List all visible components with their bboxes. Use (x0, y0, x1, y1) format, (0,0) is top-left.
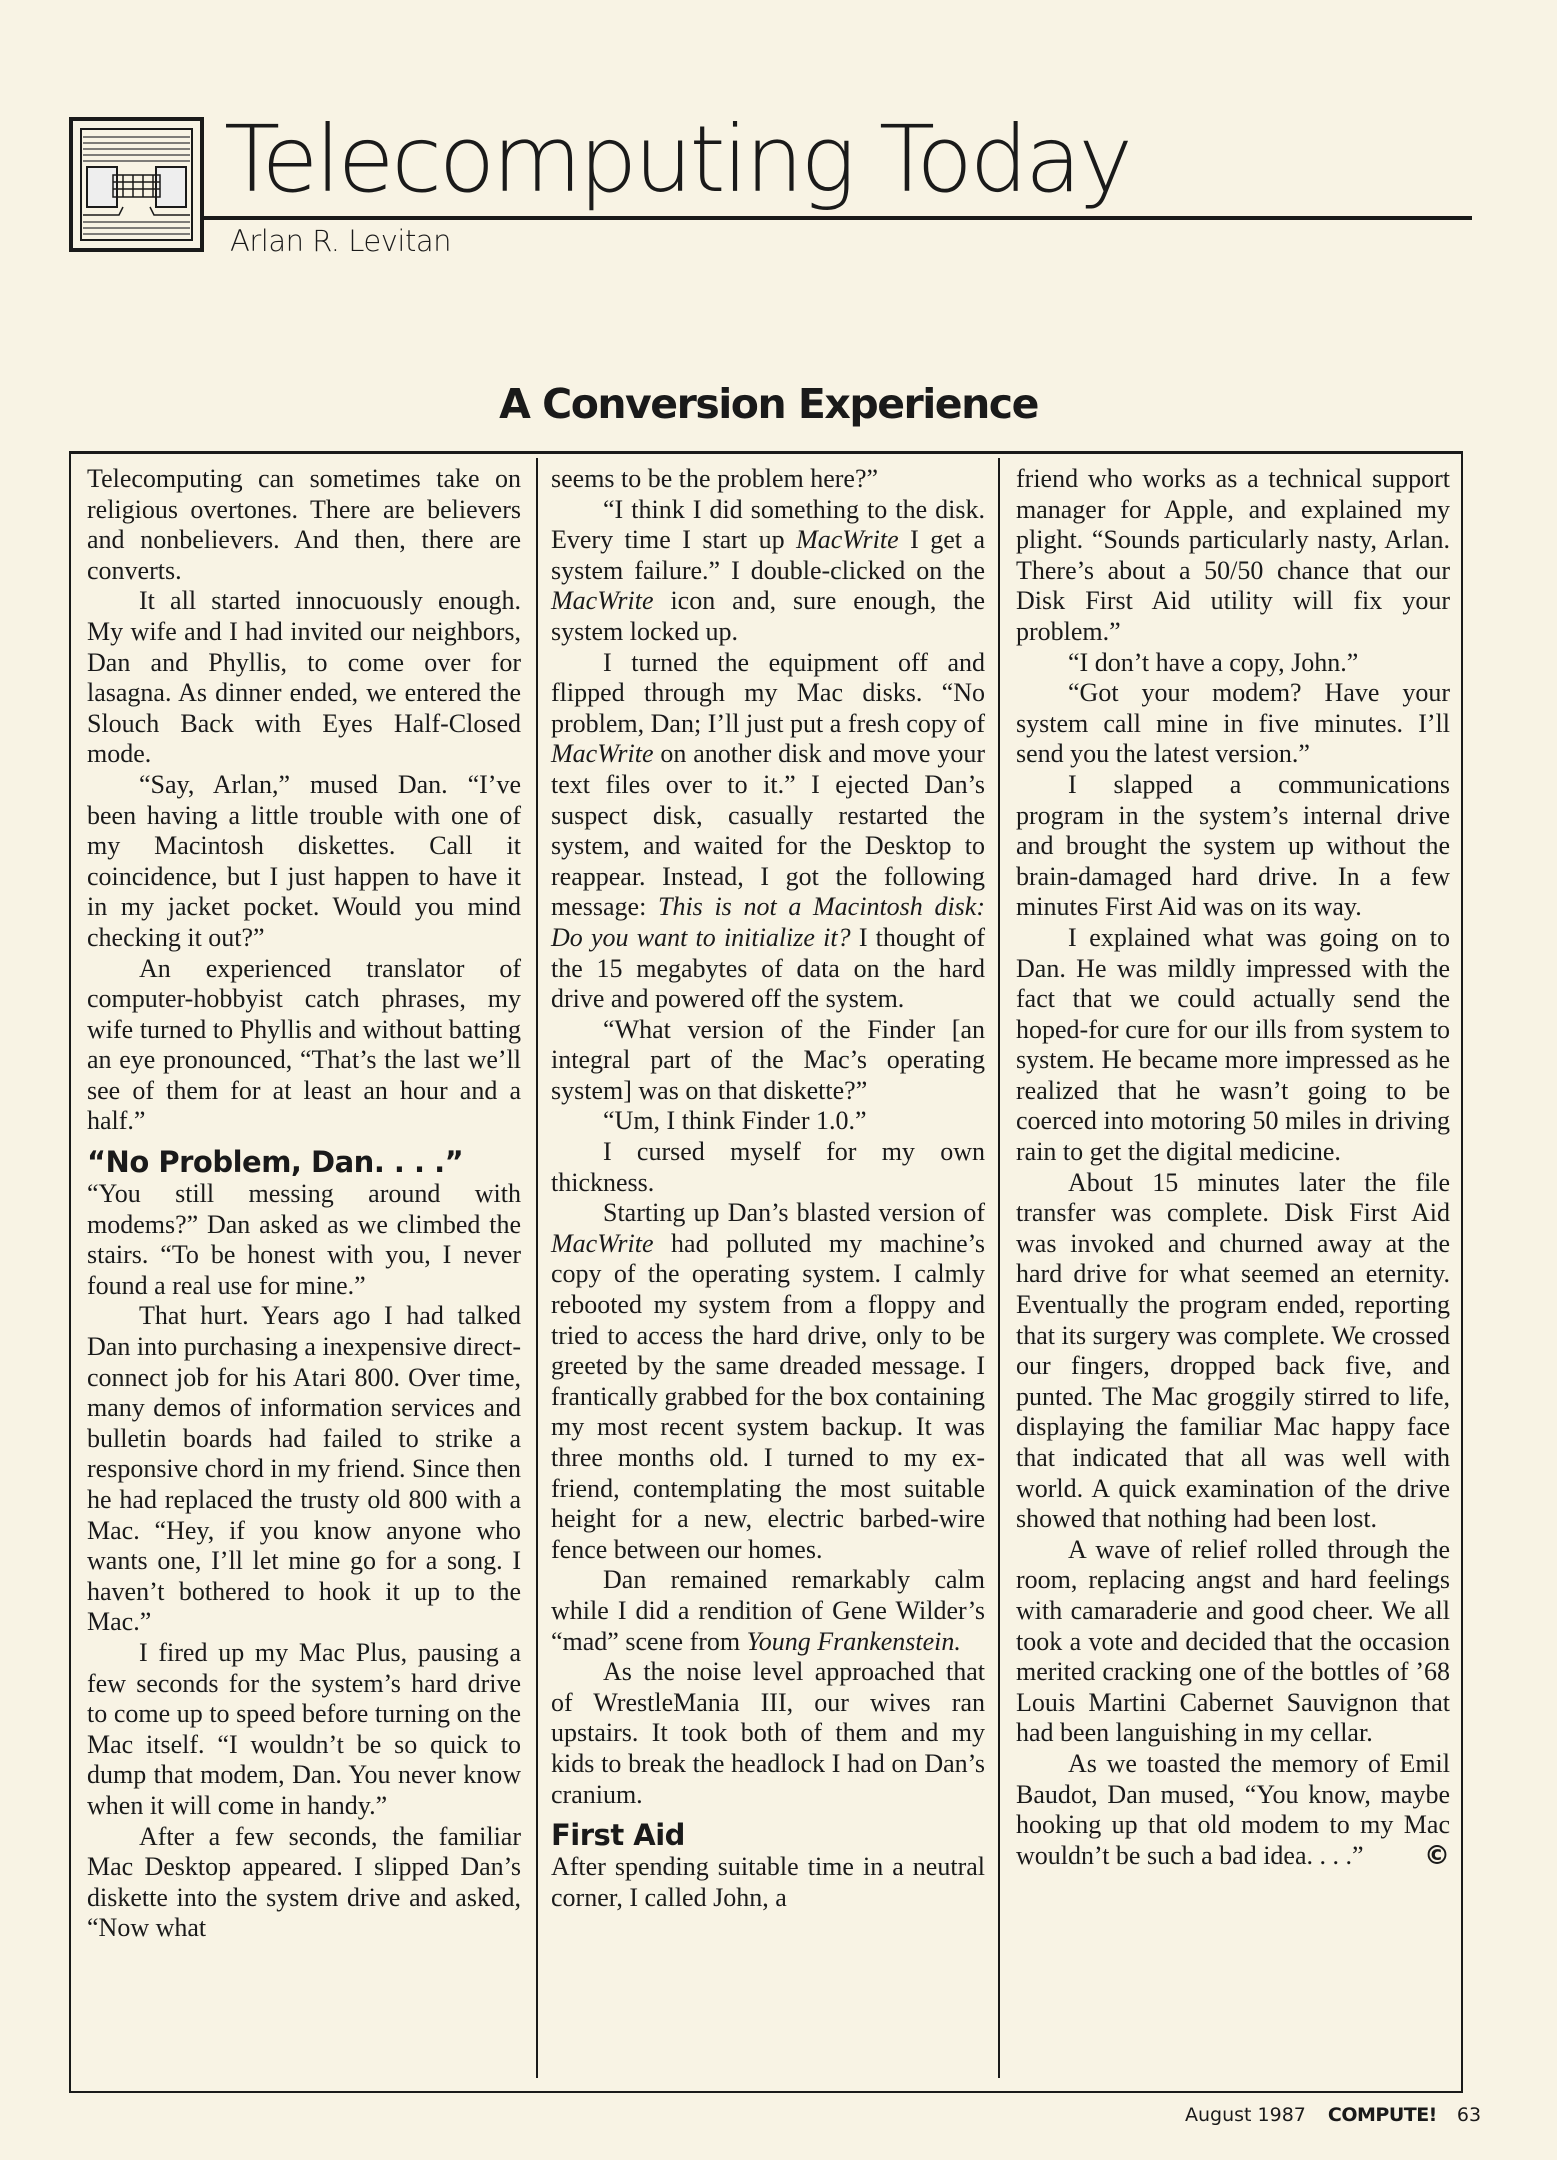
text-run: After a few seconds, the familiar Mac Desktop appeared. I slipped Dan’s diskette into the system drive and asked, “Now what (87, 1821, 521, 1943)
text-run: As the noise level approached that of WrestleMania III, our wives ran upstairs. It took both of them and my kids to break the headlock I had on Dan’s cranium. (551, 1657, 985, 1809)
text-run: Telecomputing can sometimes take on religious overtones. There are believers and nonbelievers. And then, there are converts. (87, 464, 521, 585)
text-run: A wave of relief rolled through the room, replacing angst and hard feelings with camaraderie and good cheer. We all took a vote and decided that the occasion merited cracking one of the bottles of ’68 Louis Martini Cabernet Sauvignon that had been languishing in my cellar. (1016, 1534, 1450, 1748)
column-divider (998, 458, 1000, 2078)
body-paragraph (1016, 678, 1450, 770)
text-run: I get a system failure.” I double-clicked on the (551, 525, 985, 585)
italic-text: Young Frankenstein. (746, 1626, 961, 1656)
body-paragraph (1016, 648, 1450, 679)
body-paragraph (551, 1565, 985, 1657)
text-run: “Um, I think Finder 1.0.” (603, 1106, 867, 1136)
text-run: After spending suitable time in a neutral corner, I called John, a (551, 1852, 985, 1912)
end-of-article-mark: © (1424, 1840, 1450, 1871)
body-paragraph (1016, 464, 1450, 648)
text-run: “What version of the Finder [an integral part of the Mac’s operating system] was on that diskette?” (551, 1014, 985, 1105)
body-paragraph (551, 1137, 985, 1198)
body-paragraph (1016, 1749, 1450, 1871)
body-paragraph (551, 1657, 985, 1810)
article-column-2 (551, 464, 985, 1913)
text-run: “Say, Arlan,” mused Dan. “I’ve been having a little trouble with one of my Macintosh diskettes. Call it coincidence, but I just happen to have it in my jacket pocket. Would you mind checking it out?” (87, 769, 521, 952)
text-run: I fired up my Mac Plus, pausing a few seconds for the system’s hard drive to come up to speed before turning on the Mac itself. “I wouldn’t be so quick to dump that modem, Dan. You never know when it will come in handy.” (87, 1637, 521, 1820)
text-run: “Got your modem? Have your system call mine in five minutes. I’ll send you the latest version.” (1016, 678, 1450, 769)
text-run: About 15 minutes later the file transfer was complete. Disk First Aid was invoked and churned away at the hard drive for what seemed an eternity. Eventually the program ended, reporting that its surgery was complete. We crossed our fingers, dropped back five, and punted. The Mac groggily stirred to life, displaying the familiar Mac happy face that indicated that all was well with world. A quick examination of the drive showed that nothing had been lost. (1016, 1167, 1450, 1534)
article-column-1 (87, 464, 521, 1944)
text-run: Dan remained remarkably calm while I did a rendition of Gene Wilder’s “mad” scene from (551, 1565, 985, 1656)
body-paragraph (87, 586, 521, 770)
article-column-3 (1016, 464, 1450, 1871)
body-paragraph (87, 1822, 521, 1944)
text-run: I cursed myself for my own thickness. (551, 1137, 985, 1197)
body-paragraph (551, 648, 985, 1015)
text-run: It all started innocuously enough. My wife and I had invited our neighbors, Dan and Phyllis, to come over for lasagna. As dinner ended, we entered the Slouch Back with Eyes Half-Closed mode. (87, 586, 521, 769)
italic-text: MacWrite (551, 586, 654, 616)
text-run: That hurt. Years ago I had talked Dan into purchasing a inexpensive direct-connect job for his Atari 800. Over time, many demos of information services and bulletin boards had failed to strike a responsive chord in my friend. Since then he had replaced the trusty old 800 with a Mac. “Hey, if you know anyone who wants one, I’ll let mine go for a song. I haven’t bothered to hook it up to the Mac.” (87, 1301, 521, 1637)
body-paragraph (551, 1106, 985, 1137)
two-computers-icon (69, 117, 204, 252)
issue-date: August 1987 (1185, 2104, 1306, 2126)
body-paragraph (1016, 1535, 1450, 1749)
section-heading: “No Problem, Dan. . . .” (87, 1145, 464, 1180)
page-number: 63 (1456, 2104, 1482, 2126)
column-title: Telecomputing Today (224, 106, 1130, 213)
text-run: “I think I did something to the disk. Every time I start up (551, 494, 985, 555)
body-paragraph (87, 954, 521, 1138)
text-run: “You still messing around with modems?” Dan asked as we climbed the stairs. “To be honest with you, I never found a real use for mine.” (87, 1179, 521, 1300)
body-paragraph (551, 1198, 985, 1565)
italic-text: MacWrite (796, 525, 899, 555)
body-paragraph (551, 1852, 985, 1913)
title-rule (204, 216, 1472, 220)
text-run: As we toasted the memory of Emil Baudot, Dan mused, “You know, maybe hooking up that old modem to my Mac wouldn’t be such a bad idea. . . .” (1016, 1748, 1450, 1870)
body-paragraph (551, 464, 985, 495)
body-paragraph (551, 495, 985, 648)
section-heading: First Aid (551, 1818, 685, 1853)
text-run: friend who works as a technical support manager for Apple, and explained my plight. “Sounds particularly nasty, Arlan. There’s about a 50/50 chance that our Disk First Aid utility will fix your problem.” (1016, 464, 1450, 646)
text-run: had polluted my machine’s copy of the operating system. I calmly rebooted my system from a floppy and tried to access the hard drive, only to be greeted by the same dreaded message. I frantically grabbed for the box containing my most recent system backup. It was three months old. I turned to my ex-friend, contemplating the most suitable height for a new, electric barbed-wire fence between our homes. (551, 1228, 985, 1564)
text-run: I explained what was going on to Dan. He was mildly impressed with the fact that we could actually send the hoped-for cure for our ills from system to system. He became more impressed as he realized that he wasn’t going to be coerced into motoring 50 miles in driving rain to get the digital medicine. (1016, 922, 1450, 1167)
article-headline: A Conversion Experience (499, 380, 1038, 428)
text-run: “I don’t have a copy, John.” (1068, 647, 1359, 677)
body-paragraph (87, 464, 521, 586)
text-run: seems to be the problem here?” (551, 464, 879, 493)
text-run: I turned the equipment off and flipped through my Mac disks. “No problem, Dan; I’ll just put a fresh copy of (551, 647, 985, 738)
text-run: Starting up Dan’s blasted version of (603, 1198, 985, 1228)
text-run: on another disk and move your text files over to it.” I ejected Dan’s suspect disk, casually restarted the system, and waited for the Desktop to reappear. Instead, I got the following message: (551, 739, 985, 922)
column-divider (536, 458, 538, 2078)
body-paragraph (87, 1179, 521, 1301)
magazine-name: COMPUTE! (1327, 2104, 1437, 2126)
body-paragraph (87, 1301, 521, 1638)
italic-text: MacWrite (551, 1228, 654, 1258)
text-run: I slapped a communications program in the system’s internal drive and brought the system up without the brain-damaged hard drive. In a few minutes First Aid was on its way. (1016, 769, 1450, 922)
page-footer (1185, 2104, 1481, 2126)
italic-text: MacWrite (551, 739, 654, 769)
author-byline: Arlan R. Levitan (230, 224, 451, 258)
body-paragraph (87, 770, 521, 954)
text-run: icon and, sure enough, the system locked up. (551, 586, 985, 646)
body-paragraph (1016, 923, 1450, 1168)
column-logo (69, 117, 204, 252)
italic-text: This is not a Macintosh disk: Do you want to initialize it? (551, 892, 986, 952)
text-run: An experienced translator of computer-hobbyist catch phrases, my wife turned to Phyllis and without batting an eye pronounced, “That’s the last we’ll see of them for at least an hour and a half.” (87, 953, 521, 1136)
body-paragraph (87, 1638, 521, 1822)
body-paragraph (1016, 770, 1450, 923)
body-paragraph (1016, 1168, 1450, 1535)
text-run: I thought of the 15 megabytes of data on the hard drive and powered off the system. (551, 922, 985, 1014)
body-paragraph (551, 1015, 985, 1107)
